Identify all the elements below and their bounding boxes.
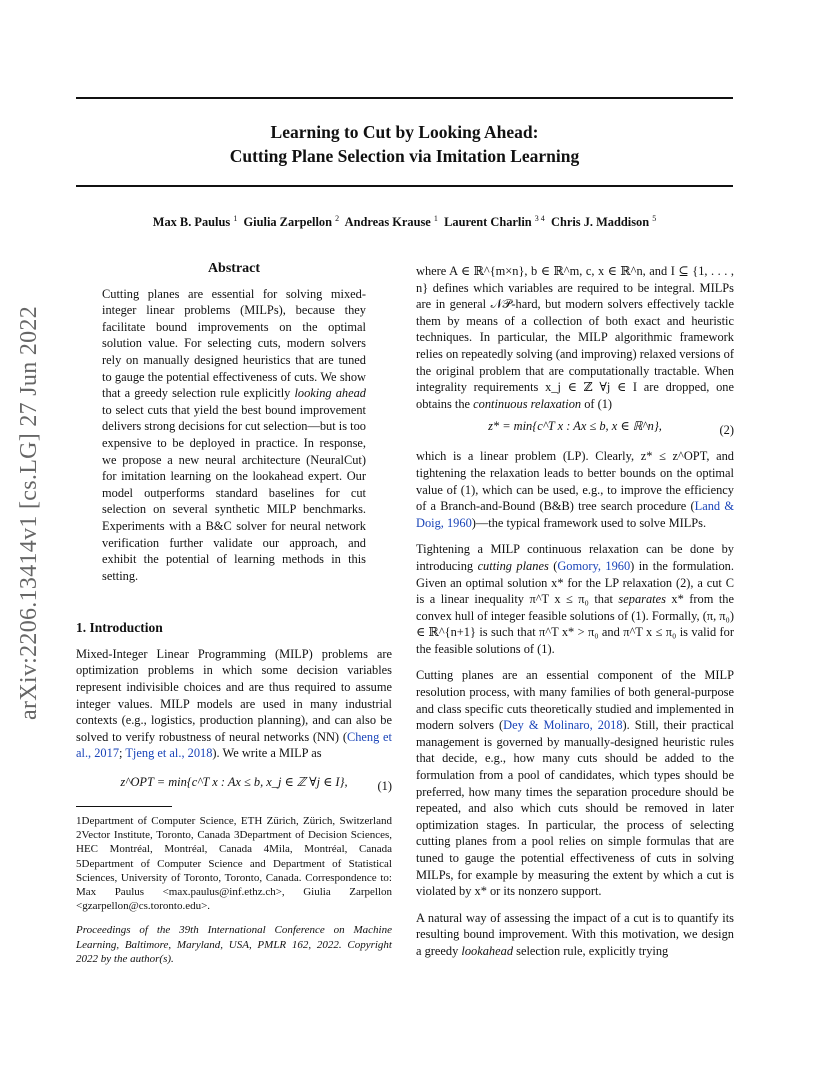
abstract-heading: Abstract (207, 261, 261, 276)
citation-link[interactable]: Dey & Molinaro, 2018 (503, 718, 623, 733)
left-column (76, 261, 392, 966)
equation-2-body: z* = min{c^T x : Ax ≤ b, x ∈ ℝ^n}, (488, 419, 662, 434)
footnote-rule (76, 806, 172, 807)
abstract-body: Cutting planes are essential for solving mixed-integer linear problems (MILPs), because they facilitate bound improvements on the optimal solution value. For selecting cuts, modern solvers rely on manually designed heuristics that are tuned to gauge the potential effectiveness of cuts. We show that a greedy selection rule explicitly looking ahead to select cuts that yield the best bound improvement delivers strong decisions for cut selection—but is too expensive to be deployed in practice. In response, we propose a new neural architecture (NeuralCut) for imitation learning on the lookahead expert. Our model outperforms standard baselines for cut selection on several synthetic MILP benchmarks. Experiments with a B&C solver for neural network verification further validate our approach, and exhibit the potential of learning methods in this setting. (102, 286, 366, 583)
author: Chris J. Maddison $^5$ (551, 214, 657, 230)
equation-2-number: (2) (719, 423, 734, 438)
right-paragraph-5: A natural way of assessing the impact of a cut is to quantify its resulting bound improvement. With this motivation, we design a greedy lookahead selection rule, explicitly trying (416, 910, 734, 958)
right-paragraph-3: Tightening a MILP continuous relaxation can be done by introducing cutting planes (Gomory, 1960) in the formulation. Given an optimal solution x* for the LP relaxation (2), a cut C is a linear inequality π^T x ≤ π₀ that separates x* from the convex hull of integer feasible solutions of (1). Formally, (π, π₀) ∈ ℝ^{n+1} is such that π^T x* > π₀ and π^T x ≤ π₀ is valid for the feasible solutions of (1). (416, 542, 734, 656)
citation-link[interactable]: Land & Doig, 1960 (416, 499, 734, 530)
right-paragraph-4: Cutting planes are an essential component of the MILP resolution process, with many families of both general-purpose and class specific cuts theoretically studied and implemented in modern solvers (Dey & Molinaro, 2018). Still, their practical management is governed by manually-designed heuristic rules that decide, e.g., how many cuts should be added to the formulation from a pool of candidates, which types should be preferred, how many times the separation procedure should be repeated, and also which cuts should be removed in later optimization stages. In particular, the process of selecting cutting planes from a pool relies on simple formulas that are tuned to gauge the potential effectiveness of cuts in solving MILPs, for example by measuring the extent by which a cut is violated by x* or its nonzero support. (416, 668, 734, 899)
equation-1-body: z^OPT = min{c^T x : Ax ≤ b, x_j ∈ ℤ ∀j ∈ I}, (120, 775, 348, 790)
right-paragraph-1: where A ∈ ℝ^{m×n}, b ∈ ℝ^m, c, x ∈ ℝ^n, and I ⊆ {1, . . . , n} defines which variables are required to be integral. MILPs are in general 𝒩𝒫-hard, but modern solvers effectively tackle them by means of a collection of both exact and heuristic techniques. In particular, the MILP algorithmic framework relies on repeatedly solving (and improving) relaxed versions of the original problem that are computationally tractable. When integrality requirements x_j ∈ ℤ ∀j ∈ I are dropped, one obtains the continuous relaxation of (1) (416, 264, 734, 411)
title-line-2: Cutting Plane Selection via Imitation Learning (229, 146, 580, 166)
proceedings-note: Proceedings of the 39th International Conference on Machine Learning, Baltimore, Maryland, USA, PMLR 162, 2022. Copyright 2022 by the author(s). (76, 924, 392, 965)
equation-1-number: (1) (377, 779, 392, 794)
citation-link[interactable]: Cheng et al., 2017 (76, 729, 393, 761)
arxiv-stamp: arXiv:2206.13414v1 [cs.LG] 27 Jun 2022 (16, 305, 42, 720)
author: Giulia Zarpellon $^2$ (243, 214, 340, 230)
equation-2 (416, 418, 734, 444)
paper-title (76, 120, 733, 168)
title-rule-bottom (76, 185, 733, 187)
author: Max B. Paulus $^1$ (152, 214, 238, 230)
author: Andreas Krause $^1$ (344, 214, 438, 230)
title-line-1: Learning to Cut by Looking Ahead: (270, 122, 539, 142)
affiliations-footnote: 1Department of Computer Science, ETH Zürich, Zürich, Switzerland 2Vector Institute, Toronto, Canada 3Department of Decision Sciences, HEC Montréal, Montréal, Canada 4Mila, Montréal, Canada 5Department of Computer Science and Department of Statistical Sciences, University of Toronto, Toronto, Canada. Correspondence to: Max Paulus <max.paulus@inf.ethz.ch>, Giulia Zarpellon <gzarpellon@cs.toronto.edu>. (76, 815, 392, 913)
right-column (416, 263, 734, 960)
title-rule-top (76, 97, 733, 99)
equation-1 (76, 774, 392, 800)
author: Laurent Charlin $^{3 4}$ (444, 214, 545, 230)
author-list (76, 214, 733, 230)
citation-link[interactable]: Gomory, 1960 (557, 558, 631, 573)
section-heading-introduction: 1. Introduction (76, 620, 163, 636)
intro-paragraph: Mixed-Integer Linear Programming (MILP) problems are optimization problems in which some decision variables represent indivisible choices and are thus required to assume integer values. MILP models are used in many industrial contexts (e.g., logistics, production planning), and can also be solved to verify robustness of neural networks (NN) (Cheng et al., 2017; Tjeng et al., 2018). We write a MILP as (76, 646, 393, 761)
right-paragraph-2: which is a linear problem (LP). Clearly, z* ≤ z^OPT, and tightening the relaxation leads to better bounds on the optimal value of (1), which can be used, e.g., to improve the efficiency of a Branch-and-Bound (B&B) tree search procedure (Land & Doig, 1960)—the typical framework used to solve MILPs. (416, 449, 734, 530)
citation-link[interactable]: Tjeng et al., 2018 (125, 746, 213, 761)
